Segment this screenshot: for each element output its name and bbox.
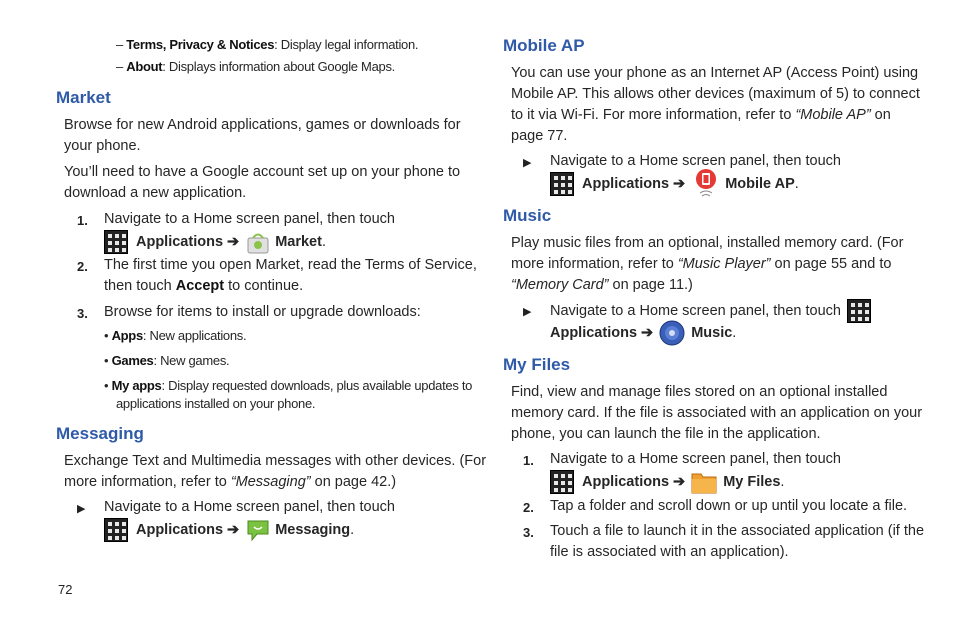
messaging-icon xyxy=(245,517,271,543)
my-files-label: My Files xyxy=(723,473,781,490)
term-text: : Display legal information. xyxy=(274,37,419,52)
step-marker: ▶ xyxy=(523,306,532,318)
dash: – xyxy=(116,59,123,74)
section-heading-messaging: Messaging xyxy=(56,424,144,443)
music-icon xyxy=(659,320,685,346)
section-heading-mobile-ap: Mobile AP xyxy=(503,36,585,55)
list-item-continuation: applications installed on your phone. xyxy=(116,396,316,411)
paragraph: Play music files from an optional, installed memory card. (For more information, refer to “Music Player” on page 55 and to “Memory Card” on page 11.) xyxy=(511,235,904,293)
mobile-ap-icon xyxy=(693,168,719,200)
step-marker: ▶ xyxy=(77,503,86,515)
list-item: • Games: New games. xyxy=(104,353,230,368)
list-item xyxy=(116,58,395,76)
dash: – xyxy=(116,37,123,52)
step-marker: ▶ xyxy=(523,157,532,169)
mobile-ap-label: Mobile AP xyxy=(725,175,795,192)
page-number: 72 xyxy=(58,582,73,597)
paragraph: You can use your phone as an Internet AP (Access Point) using Mobile AP. This allows other devices (maximum of 5) to connect to it via Wi-Fi. For more information, refer to “Mobile AP” on page 77. xyxy=(511,65,920,144)
applications-grid-icon xyxy=(550,172,574,196)
applications-label: Applications ➔ xyxy=(582,175,686,192)
section-heading-market: Market xyxy=(56,88,111,107)
instruction-row: Applications ➔ Music . xyxy=(550,320,736,346)
term-label: Terms, Privacy & Notices xyxy=(126,37,275,52)
instruction-row: Applications ➔ Mobile AP . xyxy=(550,171,799,197)
paragraph: Exchange Text and Multimedia messages with other devices. (For more information, refer to “Messaging” on page 42.) xyxy=(64,453,487,490)
step-text: Navigate to a Home screen panel, then touch xyxy=(550,153,841,169)
applications-grid-icon xyxy=(847,299,871,323)
step-text: Navigate to a Home screen panel, then touch xyxy=(550,451,841,467)
term-label: About xyxy=(126,59,163,74)
list-item: • My apps: Display requested downloads, plus available updates to xyxy=(104,378,473,393)
applications-grid-icon xyxy=(104,230,128,254)
step-text: Touch a file to launch it in the associated application (if the file is associated with an application). xyxy=(550,523,925,560)
market-icon xyxy=(245,229,271,255)
section-heading-music: Music xyxy=(503,206,552,225)
step-number: 2. xyxy=(77,259,88,274)
market-label: Market xyxy=(275,233,322,250)
list-item xyxy=(116,36,418,54)
applications-label: Applications ➔ xyxy=(136,233,240,250)
paragraph: Find, view and manage files stored on an optional installed memory card. If the file is associated with an application on your phone, you can launch the file in the application. xyxy=(511,384,923,442)
paragraph: You’ll need to have a Google account set up on your phone to download a new application. xyxy=(64,164,461,201)
step-text: Tap a folder and scroll down or up until you locate a file. xyxy=(550,498,908,514)
step-number: 1. xyxy=(523,453,534,468)
step-number: 3. xyxy=(77,306,88,321)
applications-grid-icon xyxy=(104,518,128,542)
applications-label: Applications ➔ xyxy=(582,473,686,490)
instruction-row: Applications ➔ My Files . xyxy=(550,469,784,495)
section-heading-my-files: My Files xyxy=(503,355,571,374)
step-text: Navigate to a Home screen panel, then touch xyxy=(550,302,841,319)
step-text: Browse for items to install or upgrade downloads: xyxy=(104,304,421,320)
step-number: 3. xyxy=(523,525,534,540)
messaging-label: Messaging xyxy=(275,521,351,538)
step-text: Navigate to a Home screen panel, then touch xyxy=(104,499,395,515)
applications-label: Applications ➔ xyxy=(136,521,240,538)
music-label: Music xyxy=(691,324,733,341)
step-text: The first time you open Market, read the Terms of Service, then touch Accept to continue. xyxy=(104,257,477,294)
term-text: : Displays information about Google Maps. xyxy=(162,59,395,74)
my-files-icon xyxy=(691,469,717,495)
step-number: 2. xyxy=(523,500,534,515)
instruction-row: Applications ➔ Messaging . xyxy=(104,517,354,543)
paragraph: Browse for new Android applications, games or downloads for your phone. xyxy=(64,117,461,154)
list-item: • Apps: New applications. xyxy=(104,328,247,343)
step-text: Navigate to a Home screen panel, then touch xyxy=(104,211,395,227)
instruction-row: Applications ➔ Market . xyxy=(104,229,326,255)
applications-grid-icon xyxy=(550,470,574,494)
applications-label: Applications ➔ xyxy=(550,324,654,341)
step-number: 1. xyxy=(77,213,88,228)
